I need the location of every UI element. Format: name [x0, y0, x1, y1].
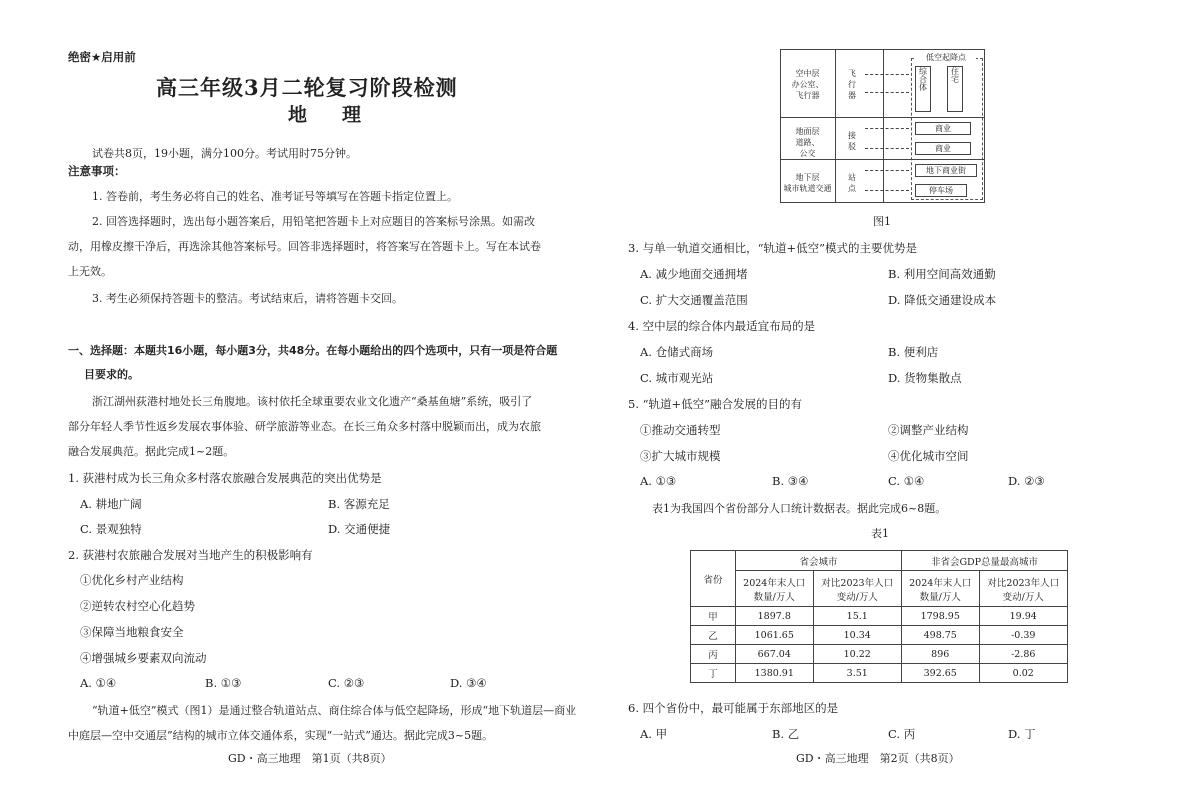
air-arrow-1: [865, 74, 909, 75]
underground-arrow-2: [865, 190, 909, 191]
transfer-label: 接 驳: [848, 131, 856, 151]
table-row: 丙 667.04 10.22 896 -2.86: [691, 645, 1068, 664]
q5-option-a[interactable]: A. ①③: [640, 474, 677, 488]
population-table: [690, 550, 1068, 683]
air-arrow-2: [865, 92, 909, 93]
note-2-end: 上无效。: [68, 265, 112, 278]
page-footer-right: GD・高三地理 第2页（共8页）: [796, 752, 960, 765]
table-row: 丁 1380.91 3.51 392.65 0.02: [691, 664, 1068, 683]
commerce-box-1: 商业: [915, 122, 971, 135]
passage1-line2: 部分年轻人季节性返乡发展农事体验、研学旅游等业态。在长三角众多村落中脱颖而出，成为农旅: [68, 420, 541, 433]
section-heading-cont: 目要求的。: [84, 368, 139, 381]
layer-underground-label: 地下层 城市轨道交通: [783, 173, 832, 193]
ground-arrow-1: [865, 128, 909, 129]
q1-option-a[interactable]: A. 耕地广阔: [80, 497, 142, 511]
group-capital-header: 省会城市: [736, 551, 902, 571]
underground-street-box: 地下商业街: [915, 164, 977, 177]
exam-title: 高三年级3月二轮复习阶段检测: [156, 75, 458, 100]
confidential-label: 绝密★启用前: [68, 50, 136, 64]
q5-stem: 5. “轨道+低空”融合发展的目的有: [628, 397, 803, 411]
q1-stem: 1. 荻港村成为长三角众多村落农旅融合发展典范的突出优势是: [68, 471, 382, 485]
col-capital-population: 2024年末人口 数量/万人: [736, 571, 814, 607]
q5-item-2: ②调整产业结构: [888, 423, 969, 437]
q6-stem: 6. 四个省份中，最可能属于东部地区的是: [628, 701, 839, 715]
note-2-cont: 动，用橡皮擦干净后，再选涂其他答案标号。回答非选择题时，将答案写在答题卡上。写在本试卷: [68, 240, 541, 253]
col-noncapital-population: 2024年末人口 数量/万人: [901, 571, 979, 607]
notes-heading: 注意事项：: [68, 164, 126, 178]
q2-item-4: ④增强城乡要素双向流动: [80, 651, 207, 665]
q2-option-b[interactable]: B. ①③: [205, 676, 242, 690]
q5-item-1: ①推动交通转型: [640, 423, 721, 437]
q2-option-a[interactable]: A. ①④: [80, 676, 117, 690]
q5-item-3: ③扩大城市规模: [640, 449, 721, 463]
table-caption: 表1: [871, 527, 889, 540]
q2-item-1: ①优化乡村产业结构: [80, 573, 184, 587]
q5-item-4: ④优化城市空间: [888, 449, 969, 463]
low-altitude-point-label: 低空起降点: [916, 52, 976, 63]
q2-item-3: ③保障当地粮食安全: [80, 625, 184, 639]
station-label: 站 点: [848, 173, 856, 193]
q3-stem: 3. 与单一轨道交通相比，“轨道+低空”模式的主要优势是: [628, 241, 918, 255]
q4-option-d[interactable]: D. 货物集散点: [888, 371, 962, 385]
q1-option-b[interactable]: B. 客源充足: [328, 497, 390, 511]
complex-box: 综合体: [915, 66, 931, 112]
q2-item-2: ②逆转农村空心化趋势: [80, 599, 195, 613]
note-1: 1. 答卷前，考生务必将自己的姓名、准考证号等填写在答题卡指定位置上。: [92, 190, 458, 203]
note-3: 3. 考生必须保持答题卡的整洁。考试结束后，请将答题卡交回。: [92, 292, 403, 305]
q1-option-d[interactable]: D. 交通便捷: [328, 522, 391, 536]
col-noncapital-change: 对比2023年人口 变动/万人: [979, 571, 1068, 607]
exam-info: 试卷共8页，19小题，满分100分。考试用时75分钟。: [92, 147, 357, 160]
layer-ground-label: 地面层 道路、 公交: [795, 127, 820, 158]
province-header: 省份: [691, 551, 736, 607]
figure-caption: 图1: [873, 215, 891, 228]
q4-stem: 4. 空中层的综合体内最适宜布局的是: [628, 319, 816, 333]
residence-box: 住宅: [947, 66, 963, 112]
q6-option-a[interactable]: A. 甲: [640, 727, 668, 741]
q2-option-c[interactable]: C. ②③: [328, 676, 365, 690]
table-intro: 表1为我国四个省份部分人口统计数据表。据此完成6~8题。: [652, 502, 947, 515]
table-row: 甲 1897.8 15.1 1798.95 19.94: [691, 607, 1068, 626]
passage1-line3: 融合发展典范。据此完成1~2题。: [68, 445, 235, 458]
q6-option-b[interactable]: B. 乙: [772, 727, 800, 741]
group-noncapital-header: 非省会GDP总量最高城市: [901, 551, 1067, 571]
ground-arrow-2: [865, 148, 909, 149]
q2-stem: 2. 荻港村农旅融合发展对当地产生的积极影响有: [68, 548, 313, 562]
q5-option-b[interactable]: B. ③④: [772, 474, 809, 488]
parking-box: 停车场: [915, 184, 967, 197]
aircraft-label: 飞 行 器: [848, 69, 856, 100]
layer-air-label: 空中层 办公室、 飞行器: [791, 69, 824, 100]
table-row: 乙 1061.65 10.34 498.75 -0.39: [691, 626, 1068, 645]
subject-title: 地 理: [288, 104, 370, 126]
q4-option-a[interactable]: A. 仓储式商场: [640, 345, 714, 359]
q4-option-b[interactable]: B. 便利店: [888, 345, 939, 359]
figure-1-diagram: [780, 49, 985, 203]
note-2: 2. 回答选择题时，选出每小题答案后，用铅笔把答题卡上对应题目的答案标号涂黑。如需改: [92, 215, 535, 228]
commerce-box-2: 商业: [915, 142, 971, 155]
q3-option-b[interactable]: B. 利用空间高效通勤: [888, 267, 996, 281]
q4-option-c[interactable]: C. 城市观光站: [640, 371, 714, 385]
passage2-line2: 中庭层—空中交通层”结构的城市立体交通体系，实现“一站式”通达。据此完成3~5题。: [68, 729, 494, 742]
passage2-line1: “轨道+低空”模式（图1）是通过整合轨道站点、商住综合体与低空起降场，形成“地下轨道层—商业: [92, 704, 577, 717]
underground-arrow-1: [865, 170, 909, 171]
q3-option-c[interactable]: C. 扩大交通覆盖范围: [640, 293, 748, 307]
q2-option-d[interactable]: D. ③④: [450, 676, 487, 690]
q3-option-a[interactable]: A. 减少地面交通拥堵: [640, 267, 748, 281]
q6-option-c[interactable]: C. 丙: [888, 727, 916, 741]
passage1-line1: 浙江湖州荻港村地处长三角腹地。该村依托全球重要农业文化遗产“桑基鱼塘”系统，吸引了: [92, 395, 533, 408]
q6-option-d[interactable]: D. 丁: [1008, 727, 1036, 741]
q1-option-c[interactable]: C. 景观独特: [80, 522, 142, 536]
q5-option-d[interactable]: D. ②③: [1008, 474, 1045, 488]
q3-option-d[interactable]: D. 降低交通建设成本: [888, 293, 997, 307]
page-footer-left: GD・高三地理 第1页（共8页）: [228, 752, 392, 765]
col-capital-change: 对比2023年人口 变动/万人: [813, 571, 901, 607]
section-heading: 一、选择题：本题共16小题，每小题3分，共48分。在每小题给出的四个选项中，只有一项是符合题: [68, 344, 558, 357]
q5-option-c[interactable]: C. ①④: [888, 474, 925, 488]
